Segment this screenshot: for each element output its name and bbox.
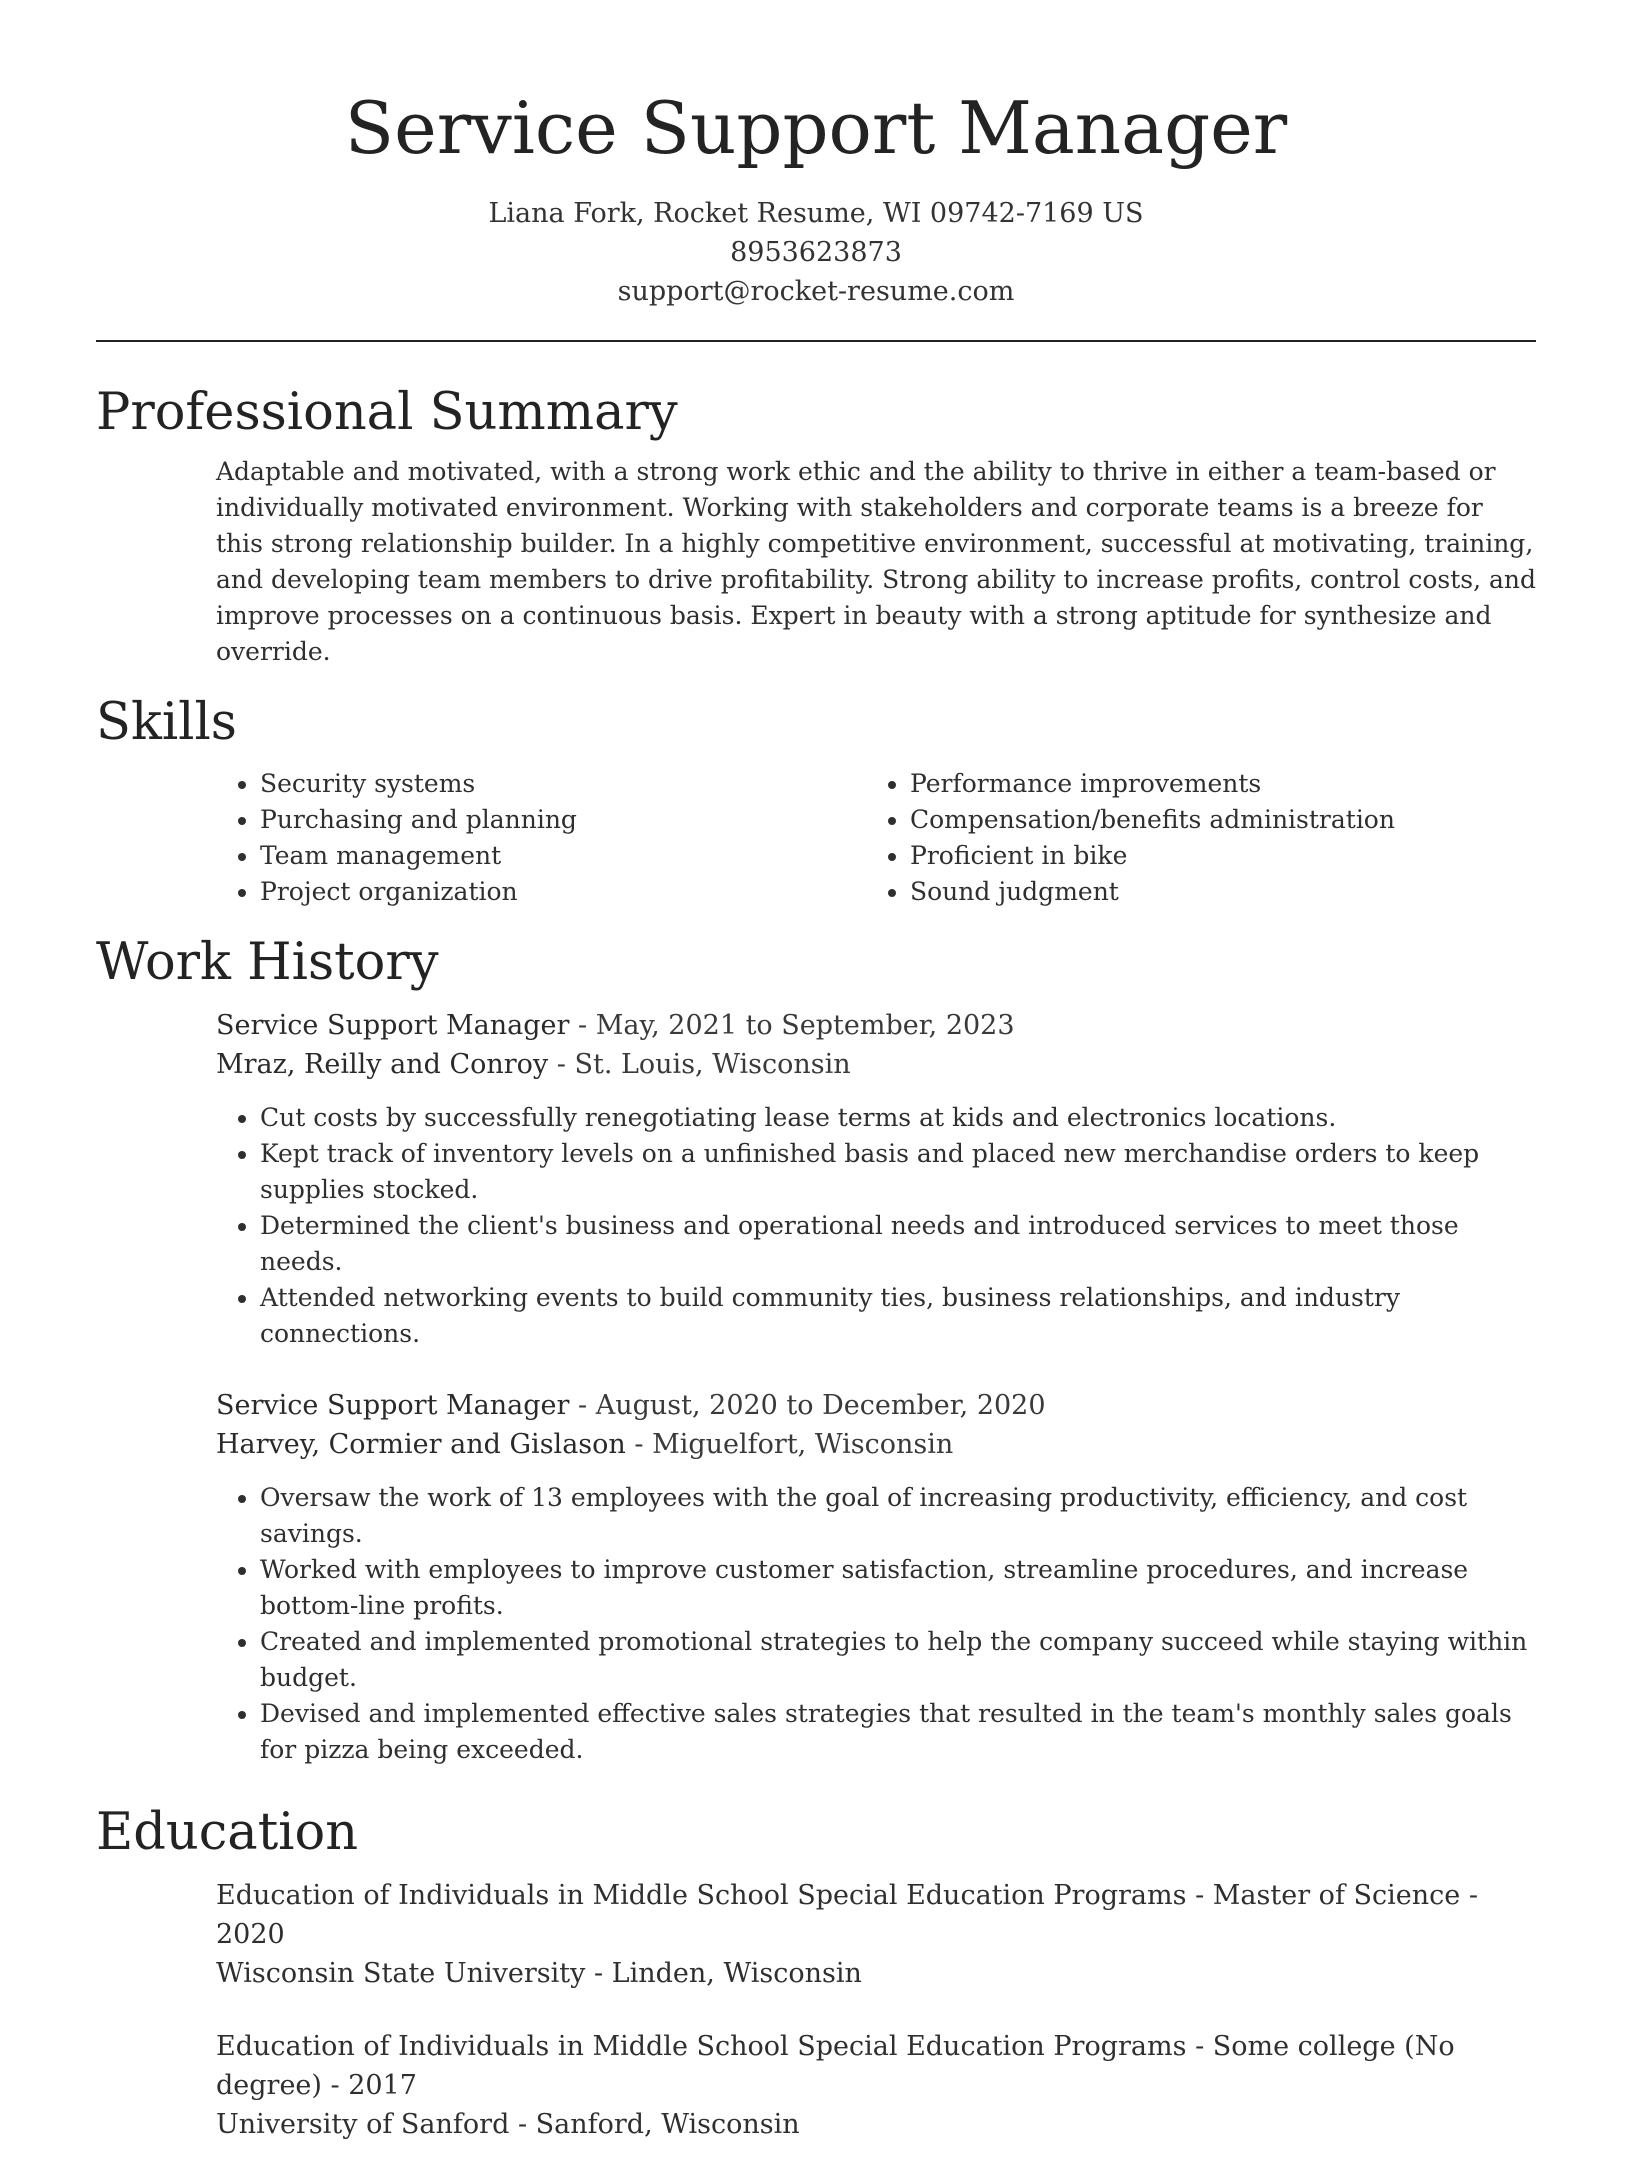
resume-content — [96, 382, 1536, 2178]
education-location: - Sanford, Wisconsin — [517, 2109, 800, 2140]
job-bullet: • Worked with employees to improve customer satisfaction, streamline procedures, and increase bottom-line profits. — [260, 1552, 1536, 1624]
job-location: - Miguelfort, Wisconsin — [634, 1429, 954, 1460]
resume-name: Service Support Manager — [344, 86, 1288, 170]
skill-item: • Compensation/benefits administration — [910, 802, 1516, 838]
education-program: Education of Individuals in Middle School Special Education Programs — [216, 1880, 1187, 1911]
contact-phone: 8953623873 — [730, 237, 902, 268]
job-bullet: • Created and implemented promotional strategies to help the company succeed while staying within budget. — [260, 1624, 1536, 1696]
job-bullets — [216, 1480, 1536, 1768]
job-entry — [216, 1386, 1536, 1768]
skill-item: • Purchasing and planning — [260, 802, 866, 838]
education-program-line — [216, 2027, 1536, 2105]
job-bullet: • Kept track of inventory levels on a unfinished basis and placed new merchandise orders to keep supplies stocked. — [260, 1136, 1536, 1208]
job-dates: - May, 2021 to September, 2023 — [578, 1010, 1015, 1041]
education-school: University of Sanford — [216, 2109, 510, 2140]
contact-address: Liana Fork, Rocket Resume, WI 09742-7169 US — [488, 198, 1144, 229]
skills-heading: Skills — [96, 693, 237, 752]
job-company-line — [216, 1045, 1536, 1084]
education-school-line — [216, 1954, 1536, 1993]
skill-item: • Security systems — [260, 766, 866, 802]
contact-email: support@rocket-resume.com — [617, 276, 1015, 307]
skill-item: • Performance improvements — [910, 766, 1516, 802]
job-company: Mraz, Reilly and Conroy — [216, 1049, 549, 1080]
job-bullet: • Oversaw the work of 13 employees with the goal of increasing productivity, efficiency, and cost savings. — [260, 1480, 1536, 1552]
work-heading: Work History — [96, 933, 439, 992]
education-location: - Linden, Wisconsin — [593, 1958, 862, 1989]
skills-list — [216, 766, 1536, 910]
job-title-line — [216, 1006, 1536, 1045]
education-degree: - Master of Science - 2020 — [216, 1880, 1478, 1950]
skill-item: • Sound judgment — [910, 874, 1516, 910]
education-program-line — [216, 1876, 1536, 1954]
job-bullet: • Determined the client's business and operational needs and introduced services to meet those needs. — [260, 1208, 1536, 1280]
job-title: Service Support Manager — [216, 1010, 570, 1041]
contact-block — [0, 194, 1632, 311]
skills-column-left — [216, 766, 866, 910]
job-title: Service Support Manager — [216, 1390, 570, 1421]
skill-item: • Team management — [260, 838, 866, 874]
job-dates: - August, 2020 to December, 2020 — [578, 1390, 1046, 1421]
job-title-line — [216, 1386, 1536, 1425]
education-entry — [216, 2027, 1536, 2144]
education-school-line — [216, 2105, 1536, 2144]
summary-text: Adaptable and motivated, with a strong work ethic and the ability to thrive in either a team-based or individually motivated environment. Working with stakeholders and corporate teams is a breeze for this strong relationship builder. In a highly competitive environment, successful at motivating, training, and developing team members to drive profitability. Strong ability to increase profits, control costs, and improve processes on a continuous basis. Expert in beauty with a strong aptitude for synthesize and override. — [216, 457, 1536, 666]
job-bullet: • Devised and implemented effective sales strategies that resulted in the team's monthly sales goals for pizza being exceeded. — [260, 1696, 1536, 1768]
job-entry — [216, 1006, 1536, 1352]
job-company-line — [216, 1425, 1536, 1464]
skills-column-right — [866, 766, 1516, 910]
summary-heading: Professional Summary — [96, 383, 678, 442]
job-location: - St. Louis, Wisconsin — [556, 1049, 851, 1080]
education-program: Education of Individuals in Middle School Special Education Programs — [216, 2031, 1187, 2062]
education-degree: - Some college (No degree) - 2017 — [216, 2031, 1455, 2101]
skill-item: • Project organization — [260, 874, 866, 910]
resume-header — [0, 0, 1632, 311]
header-divider — [96, 340, 1536, 342]
job-bullet: • Attended networking events to build community ties, business relationships, and industry connections. — [260, 1280, 1536, 1352]
skill-item: • Proficient in bike — [910, 838, 1516, 874]
education-entry — [216, 1876, 1536, 1993]
job-bullet: • Cut costs by successfully renegotiating lease terms at kids and electronics locations. — [260, 1100, 1536, 1136]
job-company: Harvey, Cormier and Gislason — [216, 1429, 626, 1460]
job-bullets — [216, 1100, 1536, 1352]
education-school: Wisconsin State University — [216, 1958, 586, 1989]
education-heading: Education — [96, 1803, 359, 1862]
